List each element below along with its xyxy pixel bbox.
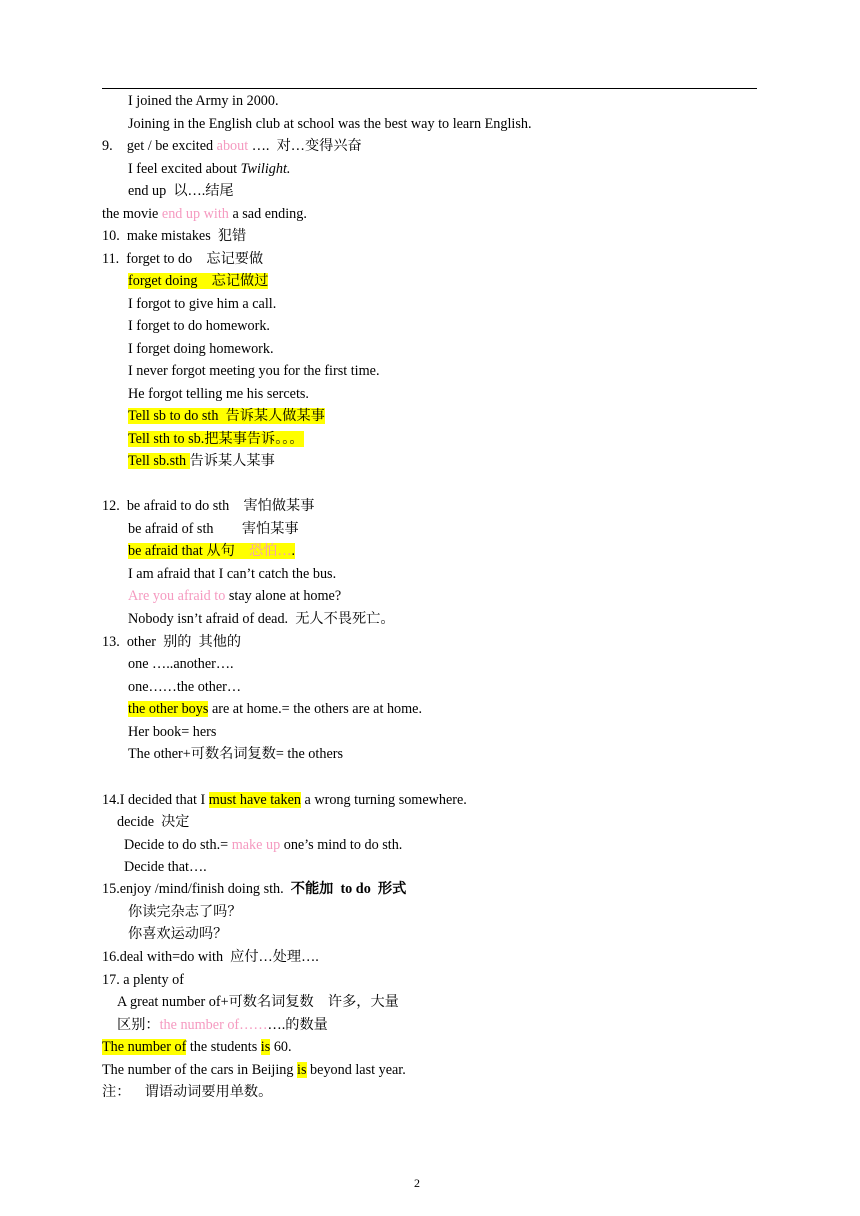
text-line [117, 1016, 328, 1034]
text-run: are at home.= the others are at home. [208, 701, 423, 717]
text-line [128, 745, 343, 763]
text-line [128, 678, 241, 696]
text-run: 13. other 别的 其他的 [102, 634, 242, 650]
text-line [128, 160, 290, 178]
text-run: Tell sb.sth [128, 453, 190, 469]
text-run: 注： 谓语动词要用单数。 [102, 1084, 273, 1100]
text-run: I am afraid that I can’t catch the bus. [128, 566, 337, 582]
text-run: the students [186, 1039, 261, 1055]
text-run: Joining in the English club at school was the best way to learn English. [128, 116, 532, 132]
text-run: Nobody isn’t afraid of dead. 无人不畏死亡。 [128, 611, 395, 627]
text-line [128, 272, 268, 290]
text-run: make up [231, 837, 281, 853]
text-line [128, 452, 275, 470]
text-run: He forgot telling me his sercets. [128, 386, 309, 402]
text-run: Twilight. [240, 161, 291, 177]
text-line [128, 115, 532, 133]
text-run: Tell sth to sb.把某事告诉。。。 [128, 431, 304, 447]
text-run: I joined the Army in 2000. [128, 93, 279, 109]
text-run: Tell sb to do sth 告诉某人做某事 [128, 408, 325, 424]
text-line [128, 903, 242, 921]
text-line [128, 182, 234, 200]
text-line [128, 700, 422, 718]
text-line [117, 993, 399, 1011]
text-line [102, 971, 184, 989]
text-run: is [297, 1062, 307, 1078]
text-run: the movie [102, 206, 162, 222]
text-line [128, 587, 341, 605]
text-run: 14.I decided that I [102, 792, 209, 808]
text-line [102, 1083, 272, 1101]
text-run: A great number of+可数名词复数 许多，大量 [117, 994, 399, 1010]
text-line [128, 610, 395, 628]
text-line [128, 340, 274, 358]
text-line [102, 250, 263, 268]
text-run: I forget doing homework. [128, 341, 274, 357]
text-run: one’s mind to do sth. [280, 837, 403, 853]
text-run: end up 以….结尾 [128, 183, 234, 199]
text-line [128, 925, 227, 943]
text-run: The number of [102, 1039, 187, 1055]
text-run: 你喜欢运动吗？ [128, 926, 228, 942]
text-run: stay alone at home? [225, 588, 342, 604]
text-line [117, 813, 190, 831]
text-run: 9. get / be excited [102, 138, 217, 154]
text-line [128, 317, 270, 335]
text-line [102, 137, 362, 155]
text-run: Her book= hers [128, 724, 217, 740]
text-run: The number of the cars in Beijing [102, 1062, 298, 1078]
text-run: 10. make mistakes 犯错 [102, 228, 247, 244]
text-run: Decide that…. [124, 859, 207, 875]
text-line [102, 791, 467, 809]
text-run: …. 对…变得兴奋 [248, 138, 362, 154]
text-run: I feel excited about [128, 161, 241, 177]
text-line [102, 497, 314, 515]
text-run: 11. forget to do 忘记要做 [102, 251, 264, 267]
text-line [128, 520, 299, 538]
text-line [128, 655, 234, 673]
text-run: be afraid that 从句 [128, 543, 249, 559]
text-run: . [291, 543, 296, 559]
text-run: a wrong turning somewhere. [300, 792, 467, 808]
text-line [102, 227, 246, 245]
text-run: 区别： [117, 1017, 160, 1033]
text-run: ….的数量 [267, 1017, 328, 1033]
text-run: is [260, 1039, 271, 1055]
text-run: end up with [161, 206, 229, 222]
text-run: 15.enjoy /mind/finish doing sth. [102, 881, 291, 897]
text-run: 恐怕… [248, 543, 292, 559]
text-line [128, 542, 295, 560]
text-run: one……the other… [128, 679, 242, 695]
text-line [128, 565, 336, 583]
text-line [128, 723, 216, 741]
text-run: I forget to do homework. [128, 318, 270, 334]
text-line [102, 880, 406, 898]
text-run: the other boys [128, 701, 209, 717]
header-rule [102, 88, 757, 89]
text-run: The other+可数名词复数= the others [128, 746, 343, 762]
text-line [102, 205, 307, 223]
text-line [102, 948, 319, 966]
text-run: the number of…… [159, 1017, 268, 1033]
page-number: 2 [414, 1176, 420, 1190]
text-run: 16.deal with=do with 应付…处理…. [102, 949, 319, 965]
text-line [102, 1038, 292, 1056]
text-run: must have taken [208, 792, 301, 808]
text-line [124, 836, 402, 854]
text-line [128, 385, 309, 403]
text-run: I never forgot meeting you for the first time. [128, 363, 380, 379]
text-line [124, 858, 207, 876]
text-run: 60. [270, 1039, 292, 1055]
text-run: Decide to do sth.= [124, 837, 232, 853]
text-run: Are you afraid to [128, 588, 226, 604]
text-line [128, 362, 380, 380]
text-line [128, 407, 325, 425]
text-line [102, 633, 241, 651]
text-run: beyond last year. [306, 1062, 406, 1078]
text-run: 不能加 to do 形式 [290, 881, 407, 897]
text-run: one …..another…. [128, 656, 234, 672]
text-run: about [216, 138, 249, 154]
text-run: a sad ending. [228, 206, 307, 222]
text-line [128, 92, 279, 110]
text-run: I forgot to give him a call. [128, 296, 277, 312]
text-run: 告诉某人某事 [189, 453, 275, 469]
text-run: be afraid of sth 害怕某事 [128, 521, 299, 537]
text-line [128, 430, 304, 448]
text-run: 你读完杂志了吗？ [128, 904, 242, 920]
text-run: decide 决定 [117, 814, 190, 830]
text-run: 12. be afraid to do sth 害怕做某事 [102, 498, 315, 514]
text-line [128, 295, 276, 313]
text-run: forget doing 忘记做过 [128, 273, 269, 289]
text-line [102, 1061, 406, 1079]
text-run: 17. a plenty of [102, 972, 184, 988]
